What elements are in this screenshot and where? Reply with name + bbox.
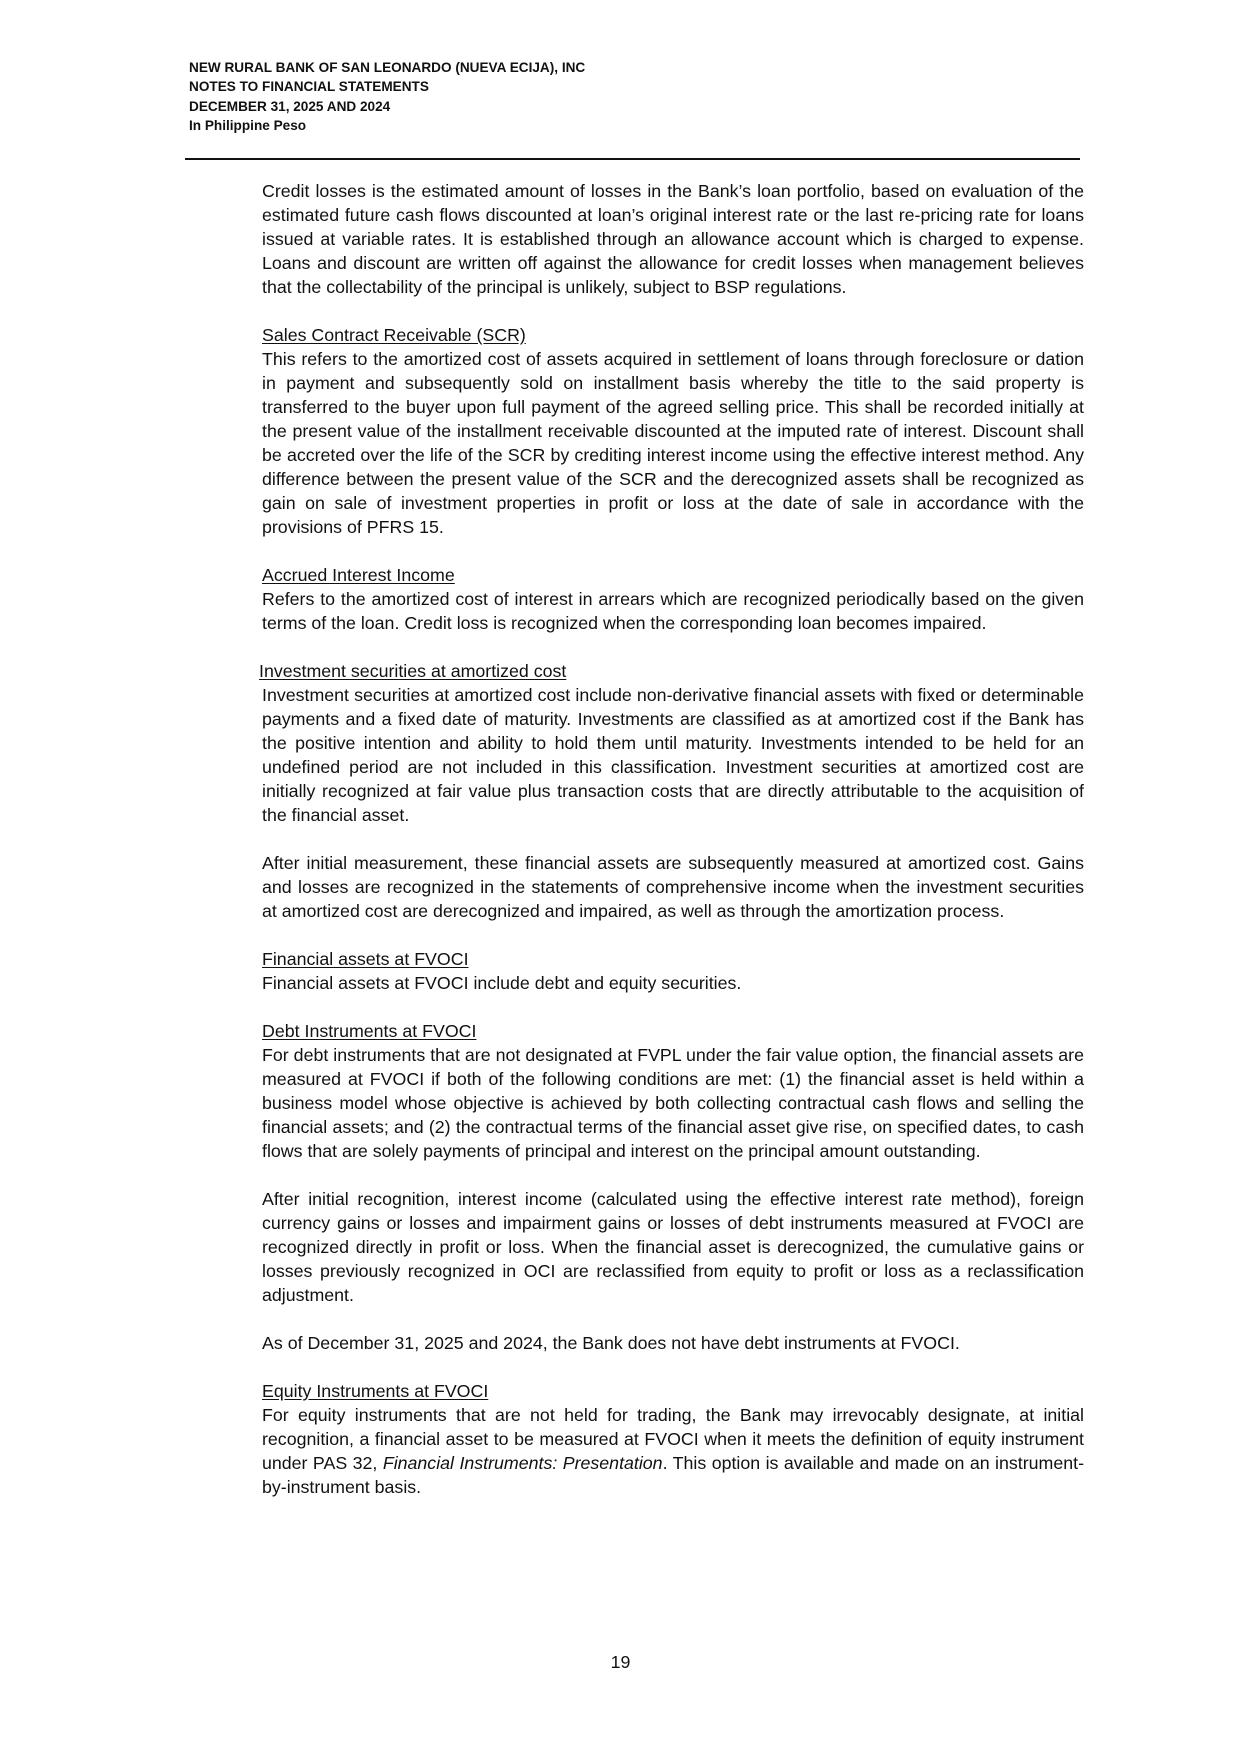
equity-fvoci-text-after: . This option is available and made on an instrument-by-instrument basis. — [262, 1453, 1084, 1497]
debt-fvoci-paragraph-1: For debt instruments that are not designated at FVPL under the fair value option, the financial assets are measured at FVOCI if both of the following conditions are met: (1) the financial asset is held within a business model whose objective is achieved by both collecting contractual cash flows and selling the financial assets; and (2) the contractual terms of the financial asset give rise, on specified dates, to cash flows that are solely payments of principal and interest on the principal amount outstanding. — [262, 1045, 1084, 1161]
document-period: DECEMBER 31, 2025 AND 2024 — [189, 98, 391, 114]
fvoci-paragraph: Financial assets at FVOCI include debt and equity securities. — [262, 973, 742, 993]
investment-securities-heading: Investment securities at amortized cost — [259, 661, 567, 681]
equity-fvoci-section — [262, 1379, 1084, 1499]
document-header — [189, 58, 585, 135]
document-title: NOTES TO FINANCIAL STATEMENTS — [189, 79, 429, 95]
debt-fvoci-heading: Debt Instruments at FVOCI — [262, 1021, 477, 1041]
equity-fvoci-heading: Equity Instruments at FVOCI — [262, 1381, 489, 1401]
debt-fvoci-paragraph-3: As of December 31, 2025 and 2024, the Bank does not have debt instruments at FVOCI. — [262, 1333, 960, 1353]
standard-title: Financial Instruments: Presentation — [382, 1453, 663, 1473]
debt-fvoci-paragraph-2: After initial recognition, interest income (calculated using the effective interest rate method), foreign currency gains or losses and impairment gains or losses of debt instruments measured at FVOCI are recognized directly in profit or loss. When the financial asset is derecognized, the cumulative gains or losses previously recognized in OCI are reclassified from equity to profit or loss as a reclassification adjustment. — [262, 1189, 1084, 1305]
investment-securities-paragraph-1: Investment securities at amortized cost include non-derivative financial assets with fixed or determinable payments and a fixed date of maturity. Investments are classified as at amortized cost if the Bank has the positive intention and ability to hold them until maturity. Investments intended to be held for an undefined period are not included in this classification. Investment securities at amortized cost are initially recognized at fair value plus transaction costs that are directly attributable to the acquisition of the financial asset. — [262, 685, 1084, 825]
page-number: 19 — [610, 1652, 631, 1672]
scr-heading: Sales Contract Receivable (SCR) — [262, 325, 526, 345]
company-name: NEW RURAL BANK OF SAN LEONARDO (NUEVA ECIJA), INC — [189, 60, 586, 75]
credit-losses-paragraph: Credit losses is the estimated amount of losses in the Bank’s loan portfolio, based on evaluation of the estimated future cash flows discounted at loan’s original interest rate or the last re-pricing rate for loans issued at variable rates. It is established through an allowance account which is charged to expense. Loans and discount are written off against the allowance for credit losses when management believes that the collectability of the principal is unlikely, subject to BSP regulations. — [262, 181, 1084, 297]
notes-body — [259, 179, 1084, 1523]
scr-section — [262, 323, 1084, 539]
accrued-interest-section — [262, 563, 1084, 635]
currency-note: In Philippine Peso — [189, 117, 307, 133]
header-divider — [185, 158, 1080, 160]
fvoci-heading: Financial assets at FVOCI — [262, 949, 469, 969]
fvoci-section — [262, 947, 1084, 995]
equity-fvoci-text-before: For equity instruments that are not held for trading, the Bank may irrevocably designate, at initial recognition, a financial asset to be measured at FVOCI when it meets the definition of equity instrument under PAS 32, — [262, 1405, 1084, 1473]
accrued-interest-paragraph: Refers to the amortized cost of interest in arrears which are recognized periodically based on the given terms of the loan. Credit loss is recognized when the corresponding loan becomes impaired. — [262, 589, 1084, 633]
investment-securities-section — [259, 659, 1084, 827]
investment-securities-paragraph-2: After initial measurement, these financial assets are subsequently measured at amortized cost. Gains and losses are recognized in the statements of comprehensive income when the investment securities at amortized cost are derecognized and impaired, as well as through the amortization process. — [262, 853, 1084, 921]
debt-fvoci-section — [262, 1019, 1084, 1163]
equity-fvoci-paragraph — [262, 1403, 1084, 1499]
scr-paragraph: This refers to the amortized cost of assets acquired in settlement of loans through foreclosure or dation in payment and subsequently sold on installment basis whereby the title to the said property is transferred to the buyer upon full payment of the agreed selling price. This shall be recorded initially at the present value of the installment receivable discounted at the imputed rate of interest. Discount shall be accreted over the life of the SCR by crediting interest income using the effective interest method. Any difference between the present value of the SCR and the derecognized assets shall be recognized as gain on sale of investment properties in profit or loss at the date of sale in accordance with the provisions of PFRS 15. — [262, 349, 1084, 537]
accrued-interest-heading: Accrued Interest Income — [262, 565, 455, 585]
